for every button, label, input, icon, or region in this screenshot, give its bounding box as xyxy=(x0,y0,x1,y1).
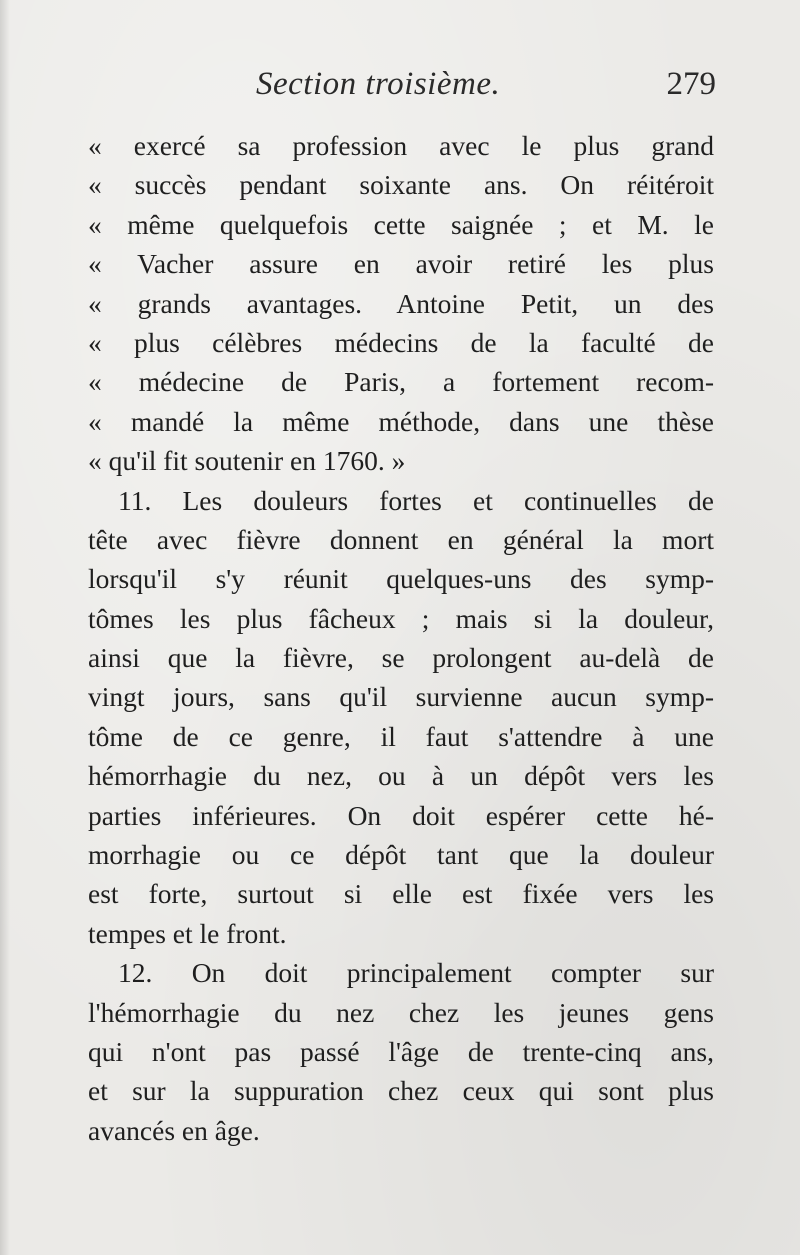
page-edge-shadow xyxy=(0,0,10,1255)
text-line: « médecine de Paris, a fortement recom- xyxy=(88,366,714,398)
text-line: et sur la suppuration chez ceux qui sont plus xyxy=(88,1075,714,1107)
text-line: avancés en âge. xyxy=(88,1114,260,1146)
text-line: vingt jours, sans qu'il survienne aucun symp- xyxy=(88,681,714,713)
text-line: « plus célèbres médecins de la faculté de xyxy=(88,326,714,358)
paragraph-12-first-line: 12. On doit principalement compter sur xyxy=(118,957,714,989)
paragraph-11-first-line: 11. Les douleurs fortes et continuelles de xyxy=(118,484,714,516)
text-line: tôme de ce genre, il faut s'attendre à une xyxy=(88,720,714,752)
text-line: « qu'il fit soutenir en 1760. » xyxy=(88,445,406,477)
text-line: « mandé la même méthode, dans une thèse xyxy=(88,405,714,437)
text-line: « grands avantages. Antoine Petit, un des xyxy=(88,287,714,319)
page-body xyxy=(88,126,714,1150)
text-line: « exercé sa profession avec le plus grand xyxy=(88,130,714,161)
page-header xyxy=(88,66,716,110)
text-line: « Vacher assure en avoir retiré les plus xyxy=(88,248,714,280)
text-line: morrhagie ou ce dépôt tant que la douleur xyxy=(88,839,714,871)
text-line: tempes et le front. xyxy=(88,917,287,949)
text-line: ainsi que la fièvre, se prolongent au-delà de xyxy=(88,642,714,674)
page-number: 279 xyxy=(666,66,716,102)
text-line: qui n'ont pas passé l'âge de trente-cinq ans, xyxy=(88,1035,714,1067)
text-line: lorsqu'il s'y réunit quelques-uns des symp- xyxy=(88,563,714,595)
text-line: tômes les plus fâcheux ; mais si la douleur, xyxy=(88,602,714,634)
text-line: « même quelquefois cette saignée ; et M. le xyxy=(88,208,714,240)
text-line: l'hémorrhagie du nez chez les jeunes gens xyxy=(88,996,714,1028)
text-line: est forte, surtout si elle est fixée vers les xyxy=(88,878,714,910)
text-line: hémorrhagie du nez, ou à un dépôt vers les xyxy=(88,760,714,792)
text-line: parties inférieures. On doit espérer cette hé- xyxy=(88,799,714,831)
text-line: tête avec fièvre donnent en général la mort xyxy=(88,523,714,555)
text-line: « succès pendant soixante ans. On réitéroit xyxy=(88,169,714,201)
running-title: Section troisième. xyxy=(256,66,501,102)
